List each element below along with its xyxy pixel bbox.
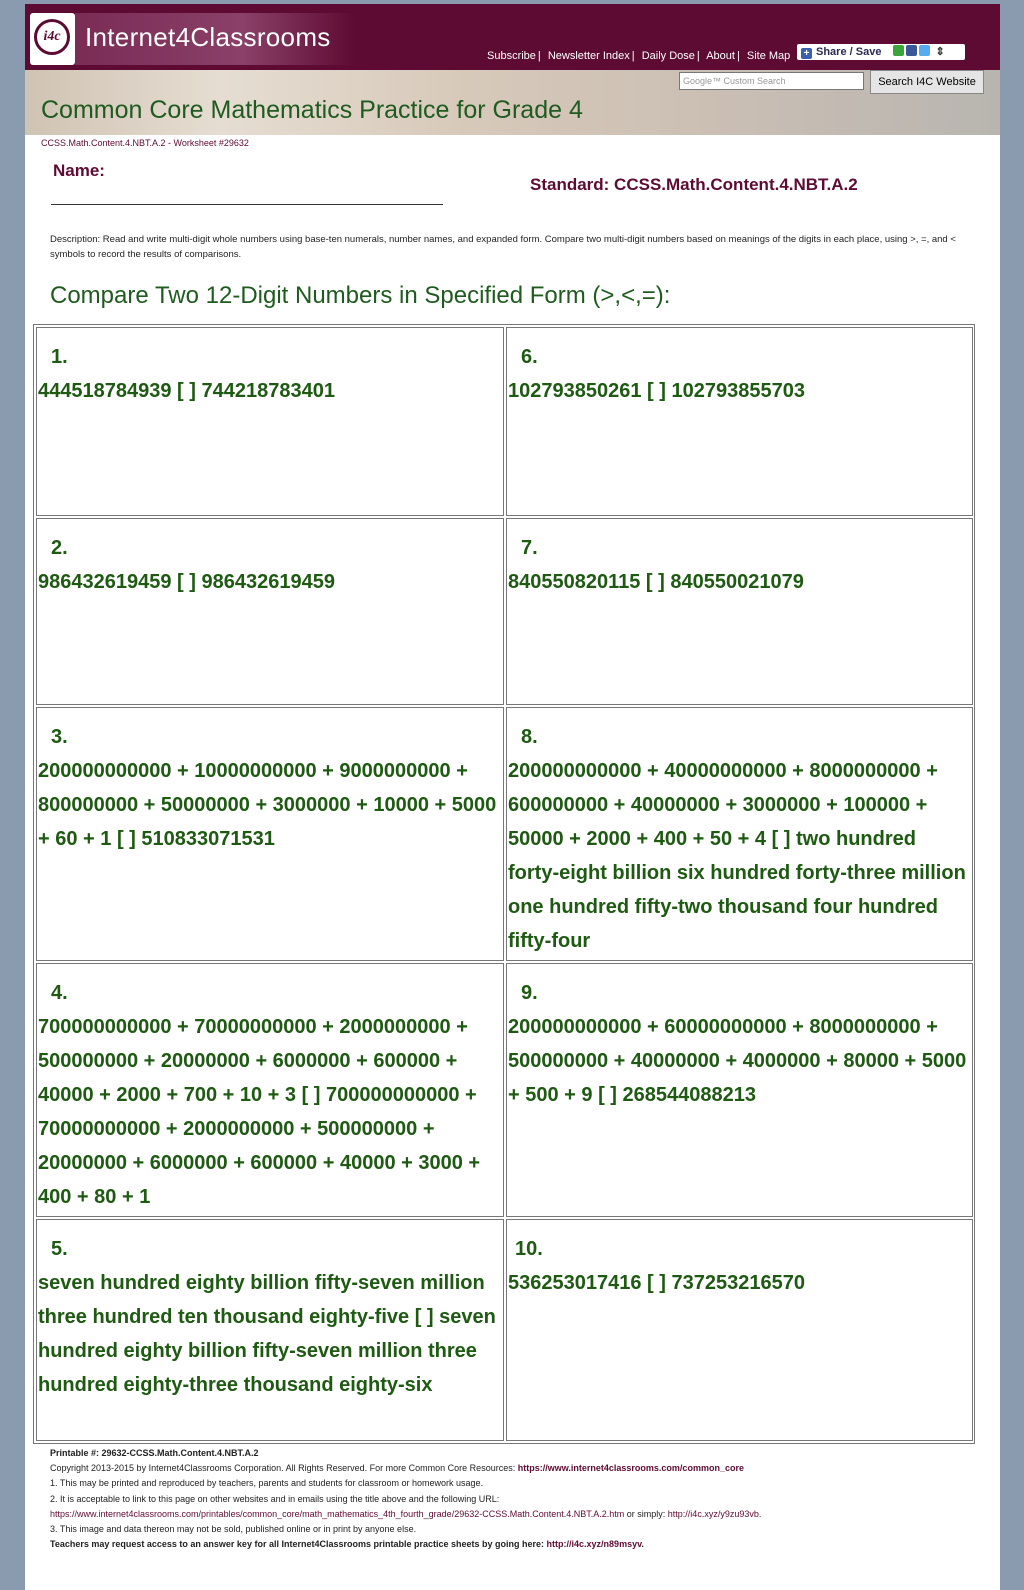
page (25, 4, 1000, 1590)
problem-number: 2. (51, 537, 68, 559)
problem-text: 102793850261 [ ] 102793855703 (508, 380, 805, 402)
nav-site-map[interactable]: Site Map (746, 50, 791, 62)
problem-number: 8. (521, 726, 538, 748)
problem-cell-7 (506, 518, 973, 705)
share-plus-icon: + (801, 48, 812, 59)
footer-rule-3: 3. This image and data thereon may not be sold, published online or in print by anyone else. (50, 1524, 417, 1535)
worksheet-url-link[interactable]: https://www.internet4classrooms.com/printables/common_core/math_mathematics_4th_fourth_grade/29632-CCSS.Math.Content.4.NBT.A.2.htm (50, 1508, 625, 1519)
problem-text: 200000000000 + 10000000000 + 9000000000 + 800000000 + 50000000 + 3000000 + 10000 + 5000 + 60 + 1 [ ] 510833071531 (38, 760, 497, 850)
copyright-line (50, 1461, 980, 1476)
problem-cell-2 (36, 518, 504, 705)
section-title: Compare Two 12-Digit Numbers in Specified Form (>,<,=): (50, 282, 671, 309)
common-core-link[interactable]: https://www.internet4classrooms.com/common_core (517, 1463, 744, 1474)
copyright-text: Copyright 2013-2015 by Internet4Classrooms Corporation. All Rights Reserved. For more Common Core Resources: (50, 1463, 516, 1474)
problem-number: 3. (51, 726, 68, 748)
site-header (25, 4, 1000, 70)
problem-cell-9 (506, 963, 973, 1217)
problem-text: 200000000000 + 40000000000 + 8000000000 + 600000000 + 40000000 + 3000000 + 100000 + 50000 + 2000 + 400 + 50 + 4 [ ] two hundred forty-eight billion six hundred forty-three million one hundred fifty-two thousand four hundred fifty-four (508, 760, 966, 952)
nav-separator: | (631, 50, 635, 62)
facebook-icon[interactable] (906, 45, 917, 56)
problem-text: seven hundred eighty billion fifty-seven million three hundred ten thousand eighty-five [ ] seven hundred eighty billion fifty-seven million three hundred eighty-three thousand eighty-six (38, 1272, 496, 1396)
page-title: Common Core Mathematics Practice for Grade 4 (41, 96, 583, 124)
share-label: Share / Save (816, 46, 882, 58)
standard-label: Standard: CCSS.Math.Content.4.NBT.A.2 (530, 175, 858, 194)
problem-text: 536253017416 [ ] 737253216570 (508, 1272, 805, 1294)
nav-separator: | (736, 50, 740, 62)
problem-number: 1. (51, 346, 68, 368)
nav-separator: | (696, 50, 700, 62)
top-nav (487, 50, 790, 62)
problem-number: 5. (51, 1238, 68, 1260)
name-label: Name: (53, 161, 105, 180)
problem-number: 9. (521, 982, 538, 1004)
nav-daily-dose[interactable]: Daily Dose (641, 50, 695, 62)
nav-newsletter-index[interactable]: Newsletter Index (547, 50, 630, 62)
twitter-icon[interactable] (919, 45, 930, 56)
breadcrumb: CCSS.Math.Content.4.NBT.A.2 - Worksheet #29632 (41, 138, 249, 148)
nav-subscribe[interactable]: Subscribe (487, 50, 536, 62)
problem-text: 444518784939 [ ] 744218783401 (38, 380, 335, 402)
problem-cell-10 (506, 1219, 973, 1441)
problem-text: 986432619459 [ ] 986432619459 (38, 571, 335, 593)
problem-cell-8 (506, 707, 973, 961)
chevron-updown-icon[interactable]: ⇕ (935, 46, 945, 58)
site-name[interactable]: Internet4Classrooms (85, 22, 331, 52)
problem-grid (33, 324, 975, 1444)
problem-text: 840550820115 [ ] 840550021079 (508, 571, 804, 593)
nav-separator: | (537, 50, 541, 62)
problem-number: 4. (51, 982, 68, 1004)
problem-cell-6 (506, 327, 973, 516)
problem-number: 10. (515, 1238, 543, 1260)
answer-key-link[interactable]: http://i4c.xyz/n89msyv (546, 1539, 642, 1550)
footer-rule-1: 1. This may be printed and reproduced by teachers, parents and students for classroom or homework usage. (50, 1478, 484, 1489)
answer-key-text: Teachers may request access to an answer key for all Internet4Classrooms printable practice sheets by going here: (50, 1539, 545, 1550)
nav-about[interactable]: About (706, 50, 735, 62)
problem-text: 200000000000 + 60000000000 + 8000000000 + 500000000 + 40000000 + 4000000 + 80000 + 5000 + 500 + 9 [ ] 268544088213 (508, 1016, 967, 1106)
problem-cell-1 (36, 327, 504, 516)
logo-mark: i4c (34, 19, 70, 55)
search-button[interactable]: Search I4C Website (870, 70, 984, 94)
answer-key-line: Teachers may request access to an answer key for all Internet4Classrooms printable practice sheets by going here: http://i4c.xyz/n89msyv. (50, 1539, 644, 1550)
problem-number: 6. (521, 346, 538, 368)
footer (50, 1446, 980, 1552)
logo[interactable] (30, 13, 75, 65)
short-url-link[interactable]: http://i4c.xyz/y9zu93vb (667, 1508, 759, 1519)
problem-text: 700000000000 + 70000000000 + 2000000000 + 500000000 + 20000000 + 6000000 + 600000 + 40000 + 2000 + 700 + 10 + 3 [ ] 700000000000 + 70000000000 + 2000000000 + 500000000 + 20000000 + 6000000 + 600000 + 40000 + 3000 + 400 + 80 + 1 (38, 1016, 481, 1208)
search-input[interactable]: Google™ Custom Search (679, 72, 864, 90)
printable-id: Printable #: 29632-CCSS.Math.Content.4.NBT.A.2 (50, 1448, 259, 1458)
description: Description: Read and write multi-digit whole numbers using base-ten numerals, number names, and expanded form. Compare two multi-digit numbers based on meanings of the digits in each place, using >, =, and < symbols to record the results of comparisons. (50, 234, 956, 260)
name-underline (51, 204, 443, 205)
problem-cell-4 (36, 963, 504, 1217)
problem-cell-5 (36, 1219, 504, 1441)
share-save-button[interactable] (797, 44, 965, 60)
header-banner (25, 70, 1000, 135)
problem-cell-3 (36, 707, 504, 961)
problem-number: 7. (521, 537, 538, 559)
footer-rule-2: 2. It is acceptable to link to this page on other websites and in emails using the title above and the following URL: (50, 1493, 500, 1504)
email-share-icon[interactable] (893, 45, 904, 56)
footer-url-line: https://www.internet4classrooms.com/printables/common_core/math_mathematics_4th_fourth_grade/29632-CCSS.Math.Content.4.NBT.A.2.htm or simply: http://i4c.xyz/y9zu93vb. (50, 1508, 762, 1519)
url-connector: or simply: (624, 1508, 668, 1519)
